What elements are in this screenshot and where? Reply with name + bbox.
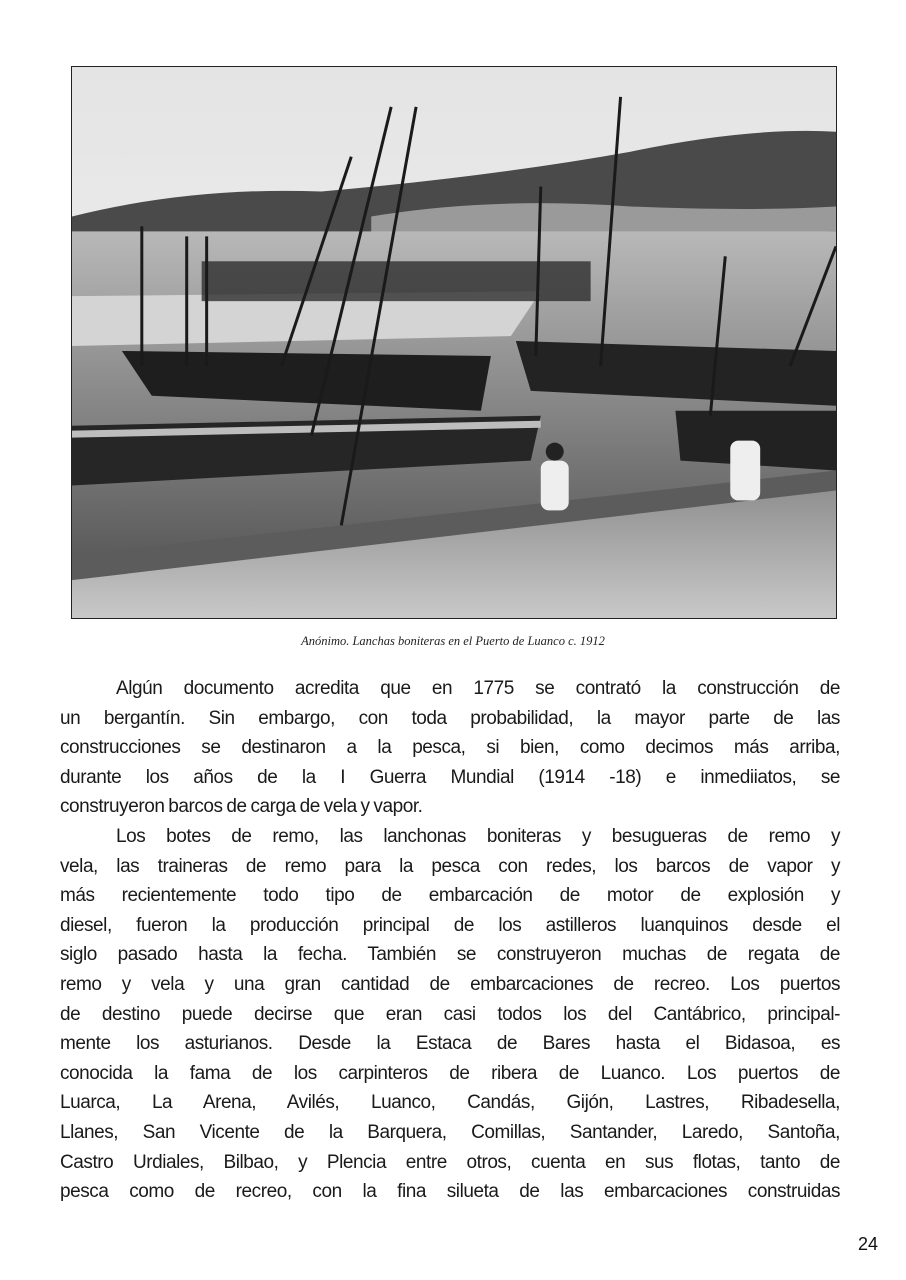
text-line: Algún documento acredita que en 1775 se contrató la construcción de (116, 678, 840, 699)
text-line: de destino puede decirse que eran casi todos los del Cantábrico, principal- (60, 1003, 840, 1025)
text-line: Castro Urdiales, Bilbao, y Plencia entre otros, cuenta en sus flotas, tanto de (60, 1151, 840, 1173)
text-line: Luarca, La Arena, Avilés, Luanco, Candás, Gijón, Lastres, Ribadesella, (60, 1092, 840, 1114)
text-line: mente los asturianos. Desde la Estaca de Bares hasta el Bidasoa, es (60, 1033, 840, 1055)
historic-harbor-photo (71, 66, 837, 619)
photo-caption: Anónimo. Lanchas boniteras en el Puerto de Luanco c. 1912 (301, 634, 605, 648)
text-line: construyeron barcos de carga de vela y vapor. (60, 796, 423, 818)
text-line: Llanes, San Vicente de la Barquera, Comillas, Santander, Laredo, Santoña, (60, 1121, 840, 1143)
body-text (60, 674, 840, 1207)
text-line: siglo pasado hasta la fecha. También se construyeron muchas de regata de (60, 944, 840, 966)
text-line: conocida la fama de los carpinteros de ribera de Luanco. Los puertos de (60, 1062, 840, 1084)
text-line: Los botes de remo, las lanchonas boniteras y besugueras de remo y (116, 825, 840, 847)
text-line: un bergantín. Sin embargo, con toda probabilidad, la mayor parte de las (60, 707, 840, 729)
text-line: diesel, fueron la producción principal de los astilleros luanquinos desde el (60, 914, 840, 936)
text-line: vela, las traineras de remo para la pesca con redes, los barcos de vapor y (60, 855, 840, 877)
text-line: durante los años de la I Guerra Mundial (1914 -18) e inmediiatos, se (60, 766, 840, 788)
text-line: construcciones se destinaron a la pesca, si bien, como decimos más arriba, (60, 737, 840, 759)
text-line: pesca como de recreo, con la fina silueta de las embarcaciones construidas (60, 1181, 840, 1203)
text-line: remo y vela y una gran cantidad de embarcaciones de recreo. Los puertos (60, 973, 840, 995)
text-line: más recientemente todo tipo de embarcación de motor de explosión y (60, 885, 840, 907)
page-number: 24 (858, 1234, 879, 1254)
